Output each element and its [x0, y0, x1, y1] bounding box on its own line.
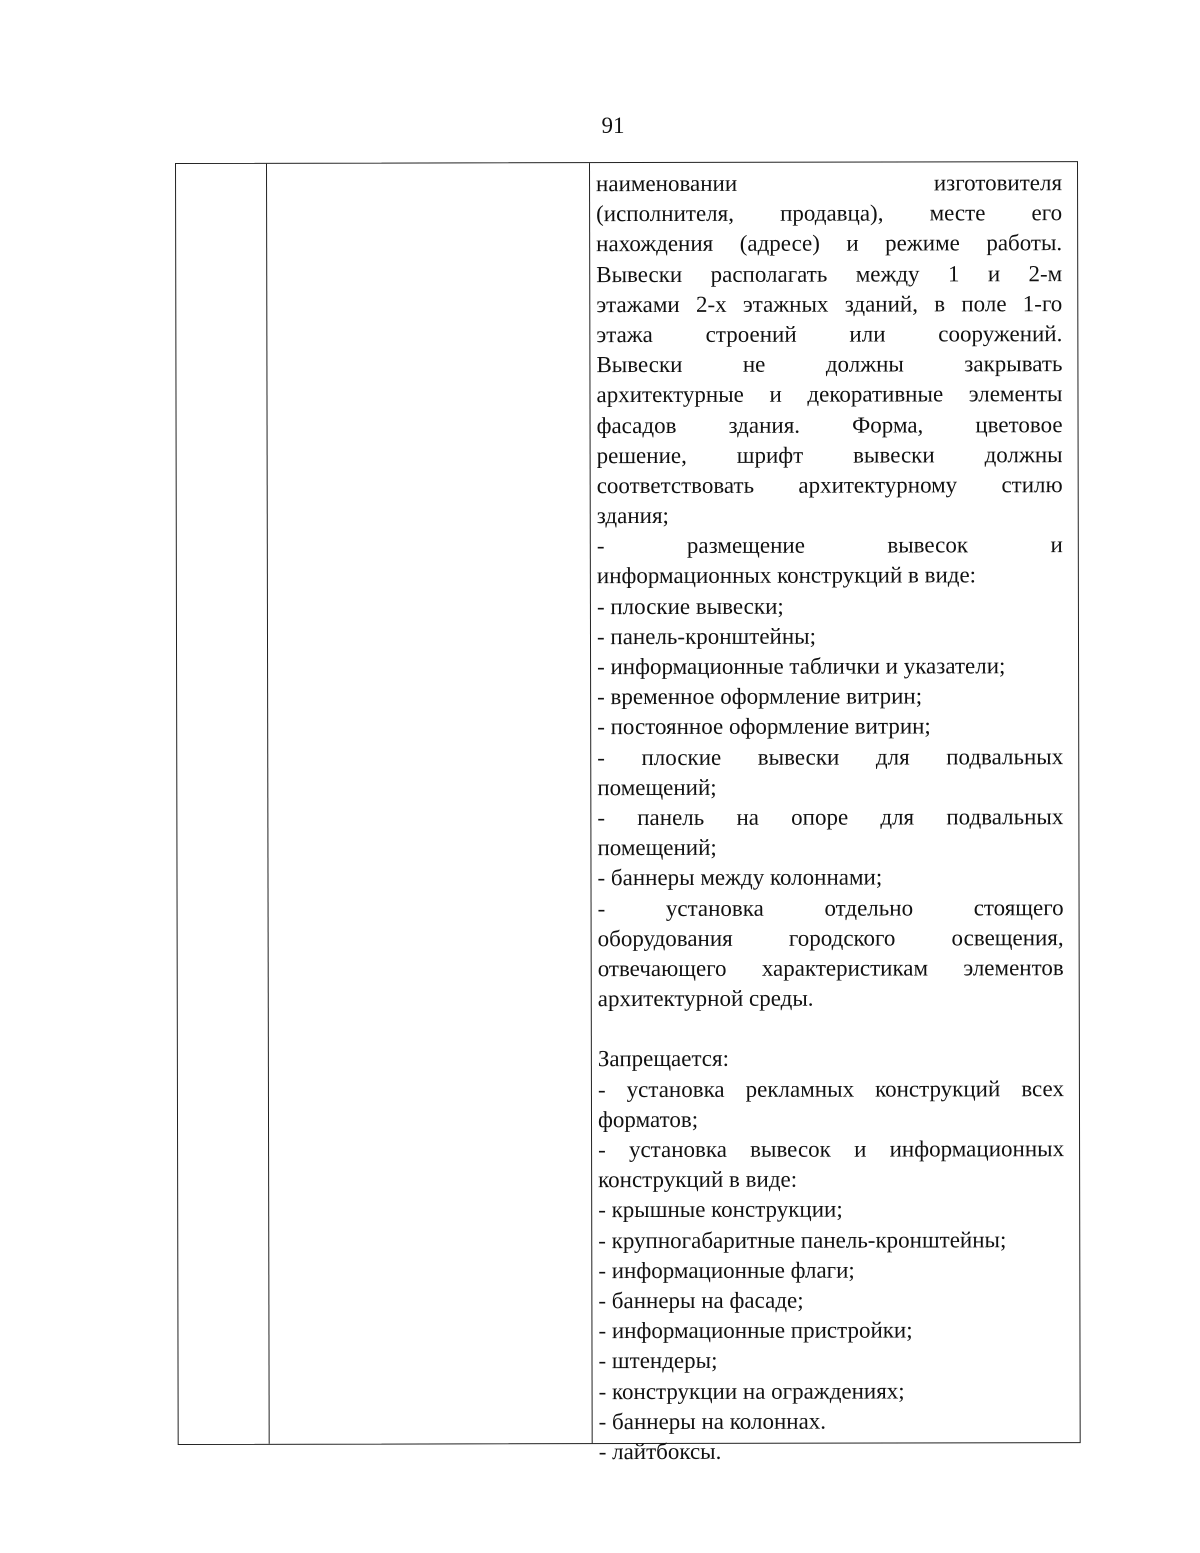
text-line: наименовании изготовителя	[596, 170, 1063, 197]
text-line: - установка отдельно стоящего	[597, 894, 1064, 921]
table	[175, 161, 1081, 1464]
text-line: Запрещается:	[597, 1046, 729, 1072]
text-line: этажами 2-х этажных зданий, в поле 1-го	[596, 290, 1063, 317]
text-line: Вывески располагать между 1 и 2-м	[596, 260, 1063, 287]
text-line: нахождения (адресе) и режиме работы.	[596, 230, 1063, 257]
text-line: архитектурной среды.	[597, 985, 814, 1012]
text-line: Вывески не должны закрывать	[596, 351, 1063, 378]
text-line: фасадов здания. Форма, цветовое	[596, 411, 1063, 438]
text-line: - установка рекламных конструкций всех	[597, 1075, 1064, 1102]
text-line: конструкций в виде:	[598, 1166, 798, 1193]
text-line: форматов;	[597, 1106, 699, 1132]
text-line: - крупногабаритные панель-кронштейны;	[598, 1226, 1007, 1253]
text-line: здания;	[596, 503, 669, 529]
requirements-cell	[596, 168, 1065, 1467]
text-line: информационных конструкций в виде:	[596, 562, 977, 589]
text-line: - информационные флаги;	[598, 1257, 855, 1283]
text-line: - баннеры между колоннами;	[597, 864, 883, 891]
text-line: - панель-кронштейны;	[596, 623, 817, 649]
text-line: - информационные пристройки;	[598, 1317, 913, 1344]
text-line: - панель на опоре для подвальных	[597, 804, 1064, 831]
blank-line	[598, 1013, 1064, 1044]
text-line: (исполнителя, продавца), месте его	[596, 200, 1063, 227]
column-divider-2	[589, 163, 593, 1443]
column-divider-1	[266, 164, 270, 1444]
text-line: помещений;	[597, 774, 717, 800]
text-line: - информационные таблички и указатели;	[597, 653, 1006, 680]
text-line: решение, шрифт вывески должны	[596, 441, 1063, 468]
text-line: архитектурные и декоративные элементы	[596, 381, 1063, 408]
text-line: - баннеры на фасаде;	[598, 1287, 804, 1314]
text-line: - размещение вывесок и	[596, 532, 1063, 559]
text-line: - плоские вывески;	[596, 593, 784, 619]
text-line: помещений;	[597, 834, 717, 861]
text-line: - постоянное оформление витрин;	[597, 713, 931, 740]
text-line: - крышные конструкции;	[598, 1196, 843, 1223]
text-line: - установка вывесок и информационных	[598, 1136, 1065, 1163]
text-line: оборудования городского освещения,	[597, 924, 1064, 951]
text-line: - лайтбоксы.	[598, 1438, 722, 1464]
text-line: - штендеры;	[598, 1348, 718, 1374]
text-line: - временное оформление витрин;	[597, 683, 923, 710]
text-line: - конструкции на ограждениях;	[598, 1377, 905, 1404]
text-line: этажа строений или сооружений.	[596, 321, 1063, 348]
text-line: отвечающего характеристикам элементов	[597, 955, 1064, 981]
page-number: 91	[601, 113, 625, 138]
text-line: - плоские вывески для подвальных	[597, 743, 1064, 770]
text-line: - баннеры на колоннах.	[598, 1408, 827, 1434]
text-line: соответствовать архитектурному стилю	[596, 472, 1063, 498]
